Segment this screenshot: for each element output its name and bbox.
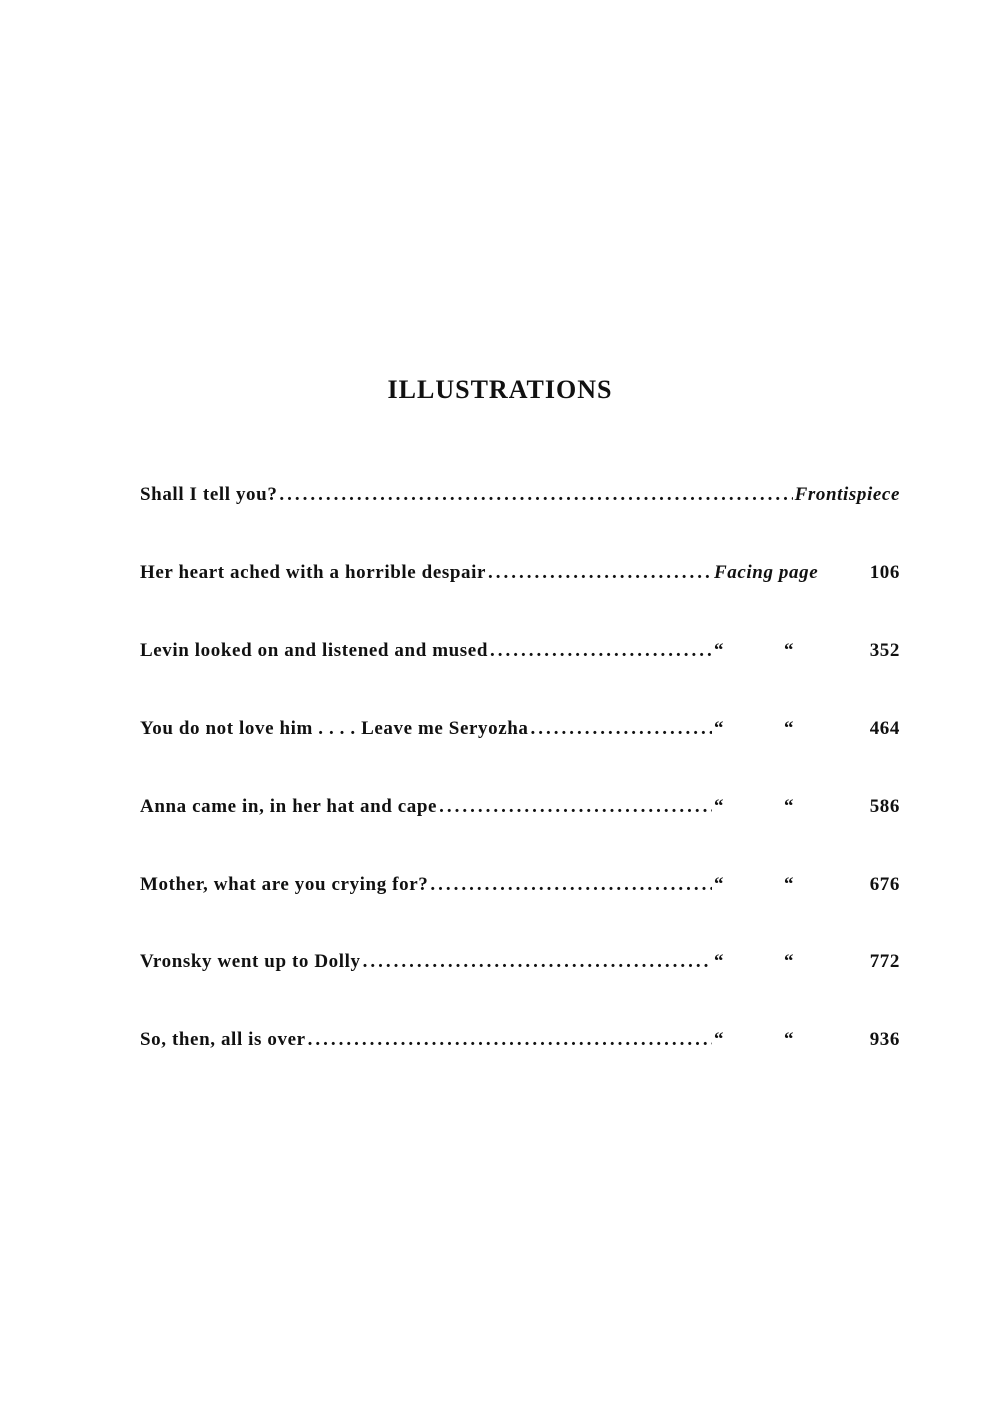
- list-item: [140, 640, 900, 666]
- ditto-mark: “: [714, 718, 725, 739]
- ditto-mark: “: [714, 796, 725, 817]
- list-item: [140, 796, 900, 822]
- ditto-mark: “: [784, 640, 795, 661]
- ditto-mark: “: [784, 1029, 795, 1050]
- dot-leader: [488, 562, 712, 584]
- dot-leader: [439, 796, 712, 818]
- list-item: [140, 484, 900, 510]
- ditto-mark: “: [714, 640, 725, 661]
- ditto-mark: “: [714, 951, 725, 972]
- frontispiece-label: Frontispiece: [794, 484, 900, 505]
- dot-leader: [279, 484, 792, 506]
- illustration-caption: Vronsky went up to Dolly: [140, 951, 361, 972]
- page-number: 676: [869, 874, 900, 895]
- list-item: [140, 1029, 900, 1055]
- page-number: 586: [869, 796, 900, 817]
- illustration-caption: Her heart ached with a horrible despair: [140, 562, 487, 583]
- ditto-mark: “: [784, 718, 795, 739]
- page-number: 936: [869, 1029, 900, 1050]
- ditto-mark: “: [784, 874, 795, 895]
- dot-leader: [430, 874, 712, 896]
- ditto-mark: “: [784, 951, 795, 972]
- page-number: 106: [869, 562, 900, 583]
- page-number: 772: [869, 951, 900, 972]
- list-item: [140, 874, 900, 900]
- page-number: 464: [869, 718, 900, 739]
- ditto-mark: “: [784, 796, 795, 817]
- dot-leader: [363, 951, 712, 973]
- illustration-caption: Mother, what are you crying for?: [140, 874, 429, 895]
- illustration-caption: Levin looked on and listened and mused: [140, 640, 488, 661]
- illustration-caption: Shall I tell you?: [140, 484, 278, 505]
- illustration-caption: Anna came in, in her hat and cape: [140, 796, 438, 817]
- dot-leader: [308, 1029, 712, 1051]
- facing-page-label: Facing page: [714, 562, 819, 583]
- illustration-caption: So, then, all is over: [140, 1029, 306, 1050]
- illustration-caption: You do not love him . . . . Leave me Seryozha: [140, 718, 529, 739]
- ditto-mark: “: [714, 1029, 725, 1050]
- page-title: ILLUSTRATIONS: [387, 375, 613, 404]
- ditto-mark: “: [714, 874, 725, 895]
- dot-leader: [531, 718, 712, 740]
- list-item: [140, 718, 900, 744]
- list-item: [140, 562, 900, 588]
- page-number: 352: [869, 640, 900, 661]
- list-item: [140, 951, 900, 977]
- dot-leader: [490, 640, 712, 662]
